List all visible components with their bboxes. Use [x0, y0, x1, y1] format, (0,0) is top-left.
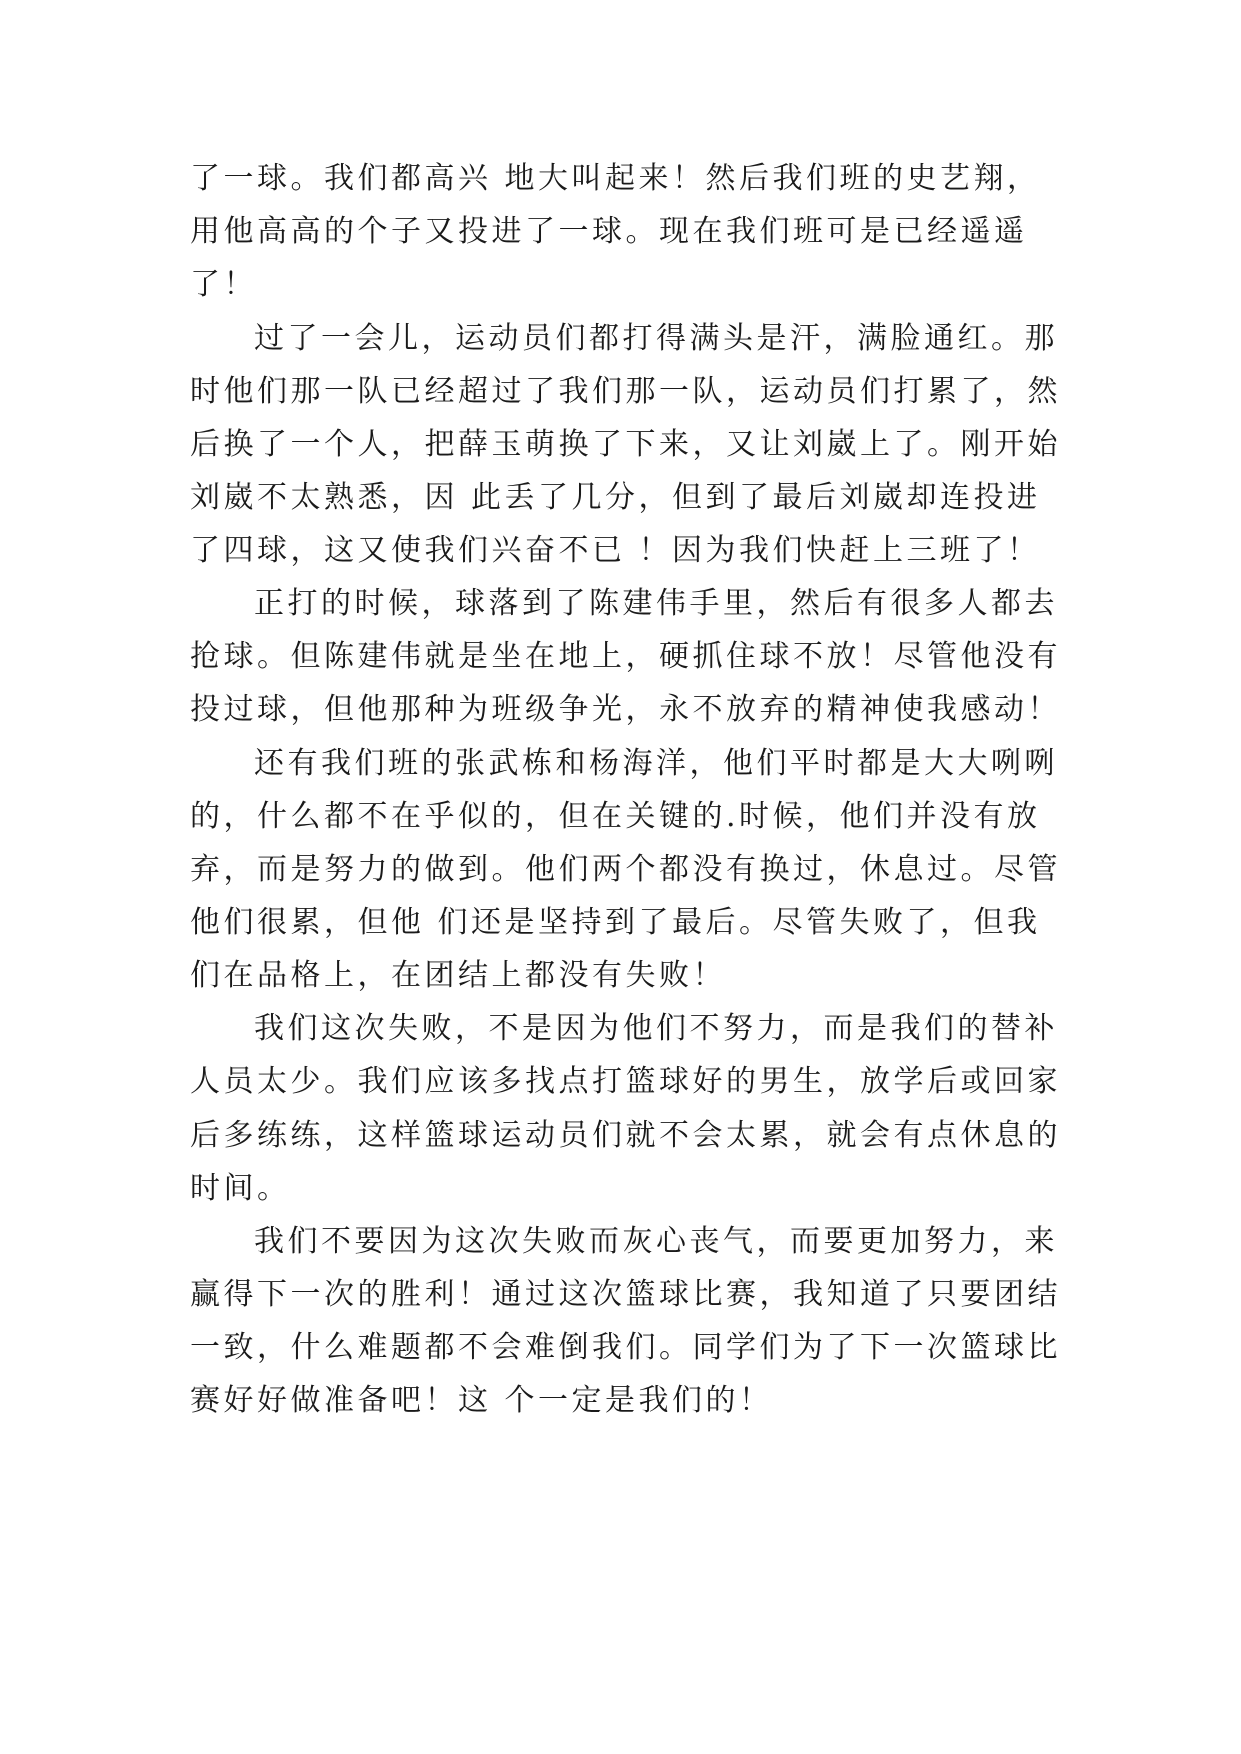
text-line: 赛好好做准备吧！这 个一定是我们的！ [190, 1383, 773, 1418]
text-line: 人员太少。我们应该多找点打篮球好的男生，放学后或回家 [190, 1064, 1061, 1099]
text-line: 投过球，但他那种为班级争光，永不放弃的精神使我感动！ [190, 692, 1061, 727]
paragraph-start-line: 我们这次失败，不是因为他们不努力，而是我们的替补 [254, 1011, 1058, 1046]
text-line: 时间。 [190, 1171, 291, 1206]
text-line: 后换了一个人，把薛玉萌换了下来，又让刘崴上了。刚开始 [190, 427, 1061, 462]
text-line: 赢得下一次的胜利！通过这次篮球比赛，我知道了只要团结 [190, 1277, 1061, 1312]
paragraph-start-line: 过了一会儿，运动员们都打得满头是汗，满脸通红。那 [254, 321, 1058, 356]
text-line: 了一球。我们都高兴 地大叫起来！然后我们班的史艺翔， [190, 161, 1041, 196]
text-line: 刘崴不太熟悉，因 此丢了几分，但到了最后刘崴却连投进 [190, 480, 1041, 515]
text-line: 弃，而是努力的做到。他们两个都没有换过，休息过。尽管 [190, 852, 1061, 887]
paragraph-start-line: 还有我们班的张武栋和杨海洋，他们平时都是大大咧咧 [254, 746, 1058, 781]
text-line: 用他高高的个子又投进了一球。现在我们班可是已经遥遥 [190, 214, 1028, 249]
text-line: 一致，什么难题都不会难倒我们。同学们为了下一次篮球比 [190, 1330, 1061, 1365]
text-line: 抢球。但陈建伟就是坐在地上，硬抓住球不放！尽管他没有 [190, 639, 1061, 674]
text-line: 的，什么都不在乎似的，但在关键的.时候，他们并没有放 [190, 799, 1041, 834]
text-line: 他们很累，但他 们还是坚持到了最后。尽管失败了，但我 [190, 905, 1041, 940]
text-line: 了四球，这又使我们兴奋不已 ！因为我们快赶上三班了！ [190, 533, 1041, 568]
text-line: 们在品格上，在团结上都没有失败！ [190, 958, 726, 993]
text-line: 了！ [190, 267, 257, 302]
text-line: 后多练练，这样篮球运动员们就不会太累，就会有点休息的 [190, 1118, 1061, 1153]
text-line: 时他们那一队已经超过了我们那一队，运动员们打累了，然 [190, 374, 1061, 409]
paragraph-start-line: 正打的时候，球落到了陈建伟手里，然后有很多人都去 [254, 586, 1058, 621]
paragraph-start-line: 我们不要因为这次失败而灰心丧气，而要更加努力，来 [254, 1224, 1058, 1259]
